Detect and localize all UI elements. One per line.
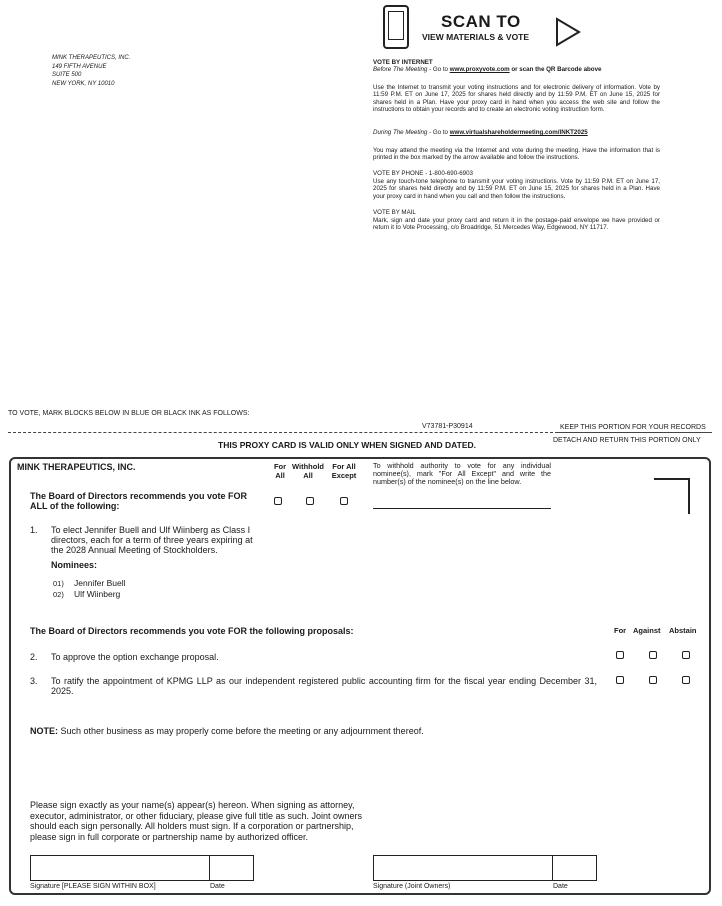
col-against: Against: [633, 626, 661, 635]
during-meeting-label: During The Meeting: [373, 129, 428, 136]
date-label: Date: [210, 883, 225, 890]
valid-notice: THIS PROXY CARD IS VALID ONLY WHEN SIGNED AND DATED.: [218, 440, 477, 450]
proposal-2-against-checkbox[interactable]: [649, 651, 657, 659]
play-arrow-icon: [555, 17, 581, 47]
note-label: NOTE:: [30, 726, 58, 736]
detach-portion-label: DETACH AND RETURN THIS PORTION ONLY: [553, 437, 701, 444]
proposal-2-for-checkbox[interactable]: [616, 651, 624, 659]
proposal-2-number: 2.: [30, 652, 38, 662]
nominee-item: 01) Jennifer Buell: [53, 578, 126, 588]
proposal-3-for-checkbox[interactable]: [616, 676, 624, 684]
vote-internet-heading: VOTE BY INTERNET: [373, 59, 433, 66]
before-meeting-label: Before The Meeting: [373, 66, 428, 74]
proposal-2-abstain-checkbox[interactable]: [682, 651, 690, 659]
withhold-instructions: To withhold authority to vote for any individual nominee(s), mark "For All Except" and write the number(s) of the nominee(s) on the line below.: [373, 461, 551, 487]
nominee-list: [53, 578, 126, 600]
withhold-nominee-line[interactable]: [373, 508, 551, 509]
joint-date-box[interactable]: [552, 855, 597, 881]
nominees-label: Nominees:: [51, 560, 98, 570]
col-for-all: For All: [273, 462, 287, 480]
during-meeting-text: - Go to: [427, 129, 450, 136]
mailing-street: 149 FIFTH AVENUE: [52, 63, 107, 70]
col-withhold-all: Withhold All: [291, 462, 324, 480]
scan-title: SCAN TO: [441, 12, 521, 31]
mailing-suite: SUITE 500: [52, 72, 82, 78]
ink-instructions: TO VOTE, MARK BLOCKS BELOW IN BLUE OR BLACK INK AS FOLLOWS:: [8, 410, 250, 417]
before-meeting-text: - Go to: [427, 66, 450, 74]
keep-rule: [555, 432, 712, 433]
col-for-all-except: For All Except: [331, 462, 357, 480]
proposal-3-text: To ratify the appointment of KPMG LLP as our independent registered public accounting firm for the fiscal year ending December 31, 2025.: [51, 676, 597, 696]
during-body: You may attend the meeting via the Internet and vote during the meeting. Have the information that is printed in the box marked by the arrow available and follow the instructions.: [373, 147, 660, 162]
joint-signature-box[interactable]: [373, 855, 553, 881]
joint-signature-label: Signature (Joint Owners): [373, 883, 451, 890]
joint-date-label: Date: [553, 883, 568, 890]
item1-text: To elect Jennifer Buell and Ulf Wiinberg as Class I directors, each for a term of three years expiring at the 2028 Annual Meeting of Stockholders.: [51, 525, 253, 555]
mailing-city: NEW YORK, NY 10010: [52, 80, 115, 87]
during-meeting: [373, 129, 660, 136]
nominee-item: 02) Ulf Wiinberg: [53, 589, 121, 599]
item1-number: 1.: [30, 525, 38, 535]
for-all-checkbox[interactable]: [274, 497, 282, 505]
proposal-2-text: To approve the option exchange proposal.: [51, 652, 219, 662]
card-company: MINK THERAPEUTICS, INC.: [17, 462, 136, 472]
virtual-meeting-link[interactable]: www.virtualshareholdermeeting.com/INKT2025: [449, 129, 588, 136]
proposal-3-abstain-checkbox[interactable]: [682, 676, 690, 684]
note-text: Such other business as may properly come before the meeting or any adjournment thereof.: [58, 726, 424, 736]
control-number: V73781-P30914: [422, 423, 473, 430]
board-recommendation-1: The Board of Directors recommends you vote FOR ALL of the following:: [30, 491, 248, 511]
sign-instructions: Please sign exactly as your name(s) appear(s) hereon. When signing as attorney, executor, administrator, or other fiduciary, please give full title as such. Joint owners should each sign personally. All holders must sign. If a corporation or partnership, please sign in full corporate or partnership name by authorized officer.: [30, 800, 362, 842]
proposal-3-against-checkbox[interactable]: [649, 676, 657, 684]
phone-body: Use any touch-tone telephone to transmit your voting instructions. Vote by 11:59 P.M. ET on June 17, 2025 for shares held directly and by 11:59 P.M. ET on June 15, 2025 for shares held in a Plan. Have your proxy card in hand when you call and then follow the instructions.: [373, 178, 660, 200]
proposal-3-number: 3.: [30, 676, 38, 686]
signature-box[interactable]: [30, 855, 210, 881]
mailing-company: MINK THERAPEUTICS, INC.: [52, 55, 131, 61]
note: [30, 726, 424, 736]
before-meeting-suffix: or scan the QR Barcode above: [509, 66, 602, 74]
internet-body: Use the Internet to transmit your voting instructions and for electronic delivery of information. Vote by 11:59 P.M. ET on June 17, 2025 for shares held directly and by 11:59 P.M. ET on June 15, 2025 for shares held in a Plan. Have your proxy card in hand when you access the web site and follow the instructions to obtain your records and to create an electronic voting instruction form.: [373, 84, 660, 114]
vote-internet-section: [373, 59, 660, 74]
signature-label: Signature [PLEASE SIGN WITHIN BOX]: [30, 883, 156, 890]
detach-line: [8, 432, 553, 433]
for-all-except-checkbox[interactable]: [340, 497, 348, 505]
phone-icon: [383, 5, 409, 49]
mailing-address: [52, 54, 130, 88]
board-recommendation-2: The Board of Directors recommends you vote FOR the following proposals:: [30, 626, 354, 636]
mail-body: Mark, sign and date your proxy card and return it in the postage-paid envelope we have provided or return it to Vote Processing, c/o Broadridge, 51 Mercedes Way, Edgewood, NY 11717.: [373, 217, 660, 232]
withhold-all-checkbox[interactable]: [306, 497, 314, 505]
keep-portion-label: KEEP THIS PORTION FOR YOUR RECORDS: [560, 424, 706, 431]
corner-mark: [654, 478, 690, 514]
vote-phone-heading: VOTE BY PHONE - 1-800-690-6903: [373, 170, 473, 177]
col-for: For: [614, 626, 627, 635]
scan-subtitle: VIEW MATERIALS & VOTE: [422, 32, 530, 42]
date-box[interactable]: [209, 855, 254, 881]
vote-mail-heading: VOTE BY MAIL: [373, 209, 416, 216]
col-abstain: Abstain: [669, 626, 697, 635]
proxyvote-link[interactable]: www.proxyvote.com: [449, 66, 510, 74]
